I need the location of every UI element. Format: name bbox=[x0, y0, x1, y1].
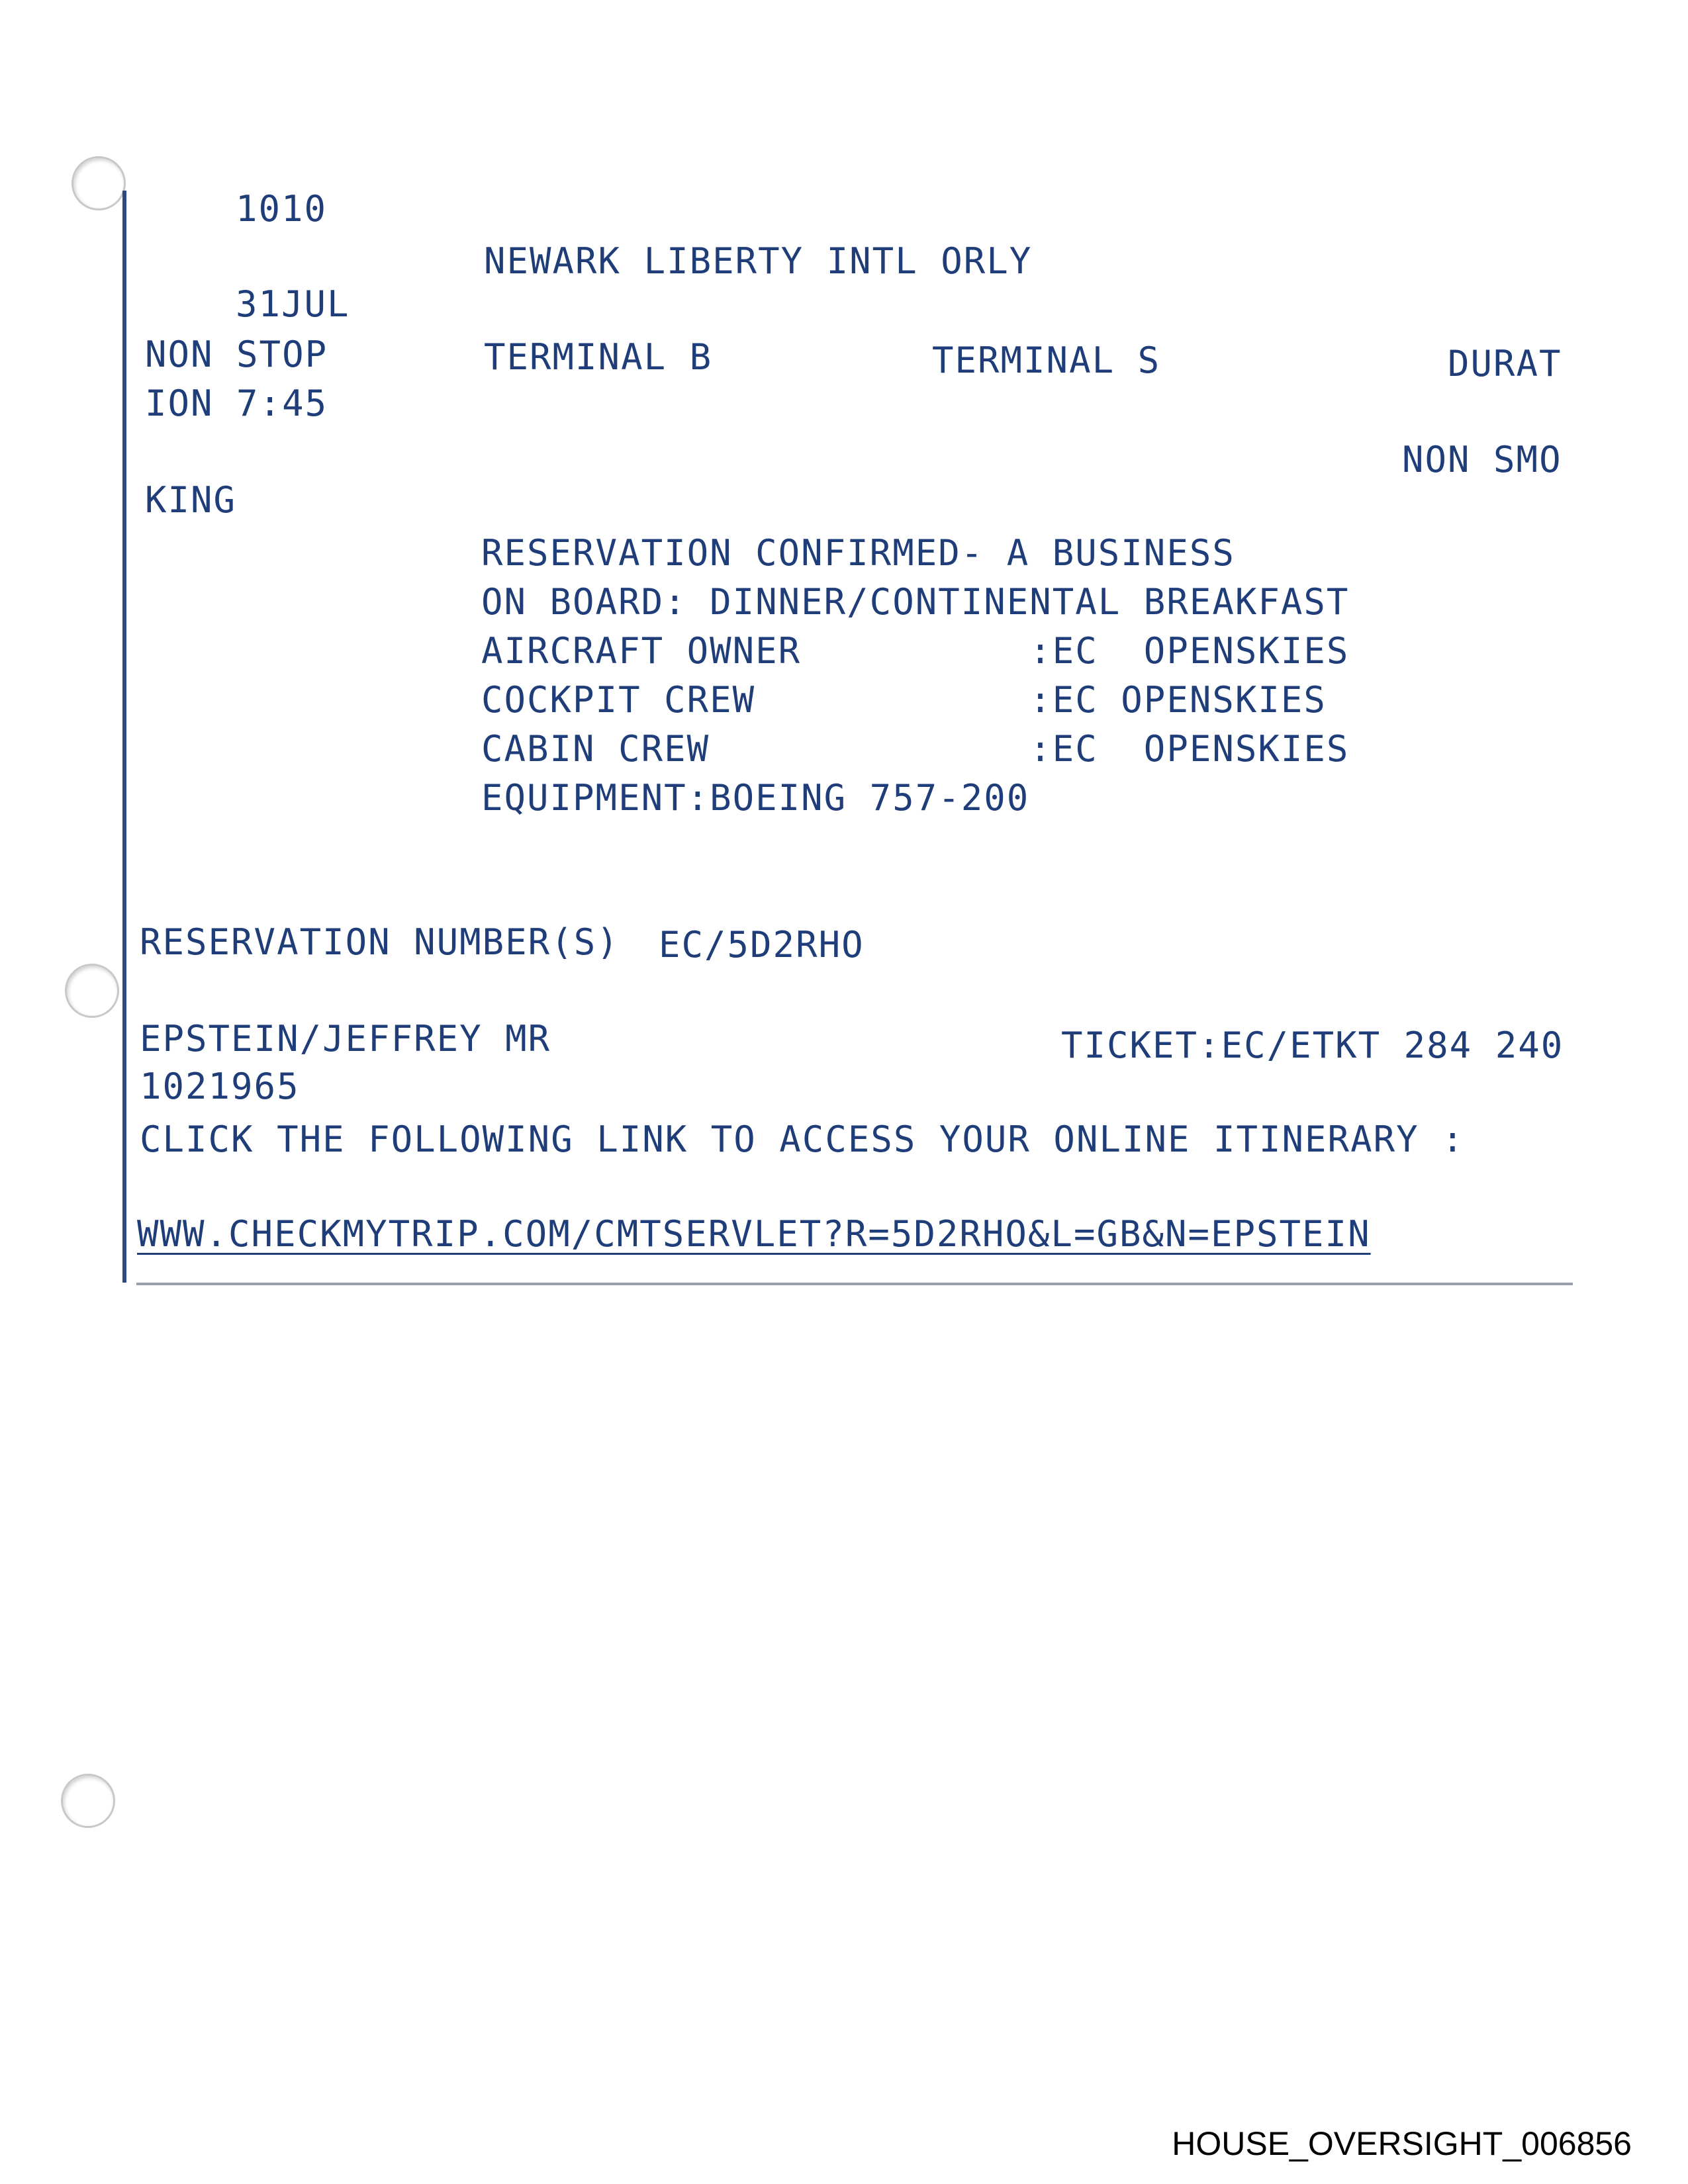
aircraft-owner: AIRCRAFT OWNER :EC OPENSKIES bbox=[481, 630, 1350, 672]
flight-date: 31JUL bbox=[236, 283, 350, 325]
flight-stops: NON STOP bbox=[145, 334, 328, 375]
punch-hole-top bbox=[71, 156, 126, 210]
bottom-rule bbox=[136, 1283, 1573, 1285]
flight-route: NEWARK LIBERTY INTL ORLY bbox=[484, 240, 1033, 282]
flight-number: 1010 bbox=[236, 188, 328, 230]
itinerary-instruction: CLICK THE FOLLOWING LINK TO ACCESS YOUR ONLINE ITINERARY : bbox=[140, 1118, 1465, 1160]
departure-terminal: TERMINAL B bbox=[484, 336, 713, 378]
ticket-number: TICKET:EC/ETKT 284 240 bbox=[1061, 1024, 1564, 1066]
punch-hole-middle bbox=[65, 964, 119, 1018]
smoking-end: KING bbox=[145, 479, 237, 521]
on-board-service: ON BOARD: DINNER/CONTINENTAL BREAKFAST bbox=[481, 581, 1350, 623]
cockpit-crew: COCKPIT CREW :EC OPENSKIES bbox=[481, 679, 1327, 721]
passenger-id: 1021965 bbox=[140, 1066, 300, 1107]
punch-hole-bottom bbox=[61, 1774, 115, 1828]
passenger-name: EPSTEIN/JEFFREY MR bbox=[140, 1018, 551, 1060]
bates-number: HOUSE_OVERSIGHT_006856 bbox=[1172, 2125, 1632, 2162]
reservation-number-label: RESERVATION NUMBER(S) bbox=[140, 921, 620, 963]
reservation-number: EC/5D2RHO bbox=[659, 924, 865, 966]
left-margin-rule bbox=[122, 191, 126, 1283]
arrival-terminal: TERMINAL S bbox=[932, 340, 1161, 381]
duration-label-end: ION 7:45 bbox=[145, 383, 328, 424]
equipment: EQUIPMENT:BOEING 757-200 bbox=[481, 777, 1030, 819]
cabin-crew: CABIN CREW :EC OPENSKIES bbox=[481, 728, 1350, 770]
duration-label-start: DURAT bbox=[1448, 343, 1562, 385]
reservation-status: RESERVATION CONFIRMED- A BUSINESS bbox=[481, 532, 1235, 574]
itinerary-link[interactable]: WWW.CHECKMYTRIP.COM/CMTSERVLET?R=5D2RHO&L=GB&N=EPSTEIN bbox=[137, 1213, 1371, 1255]
smoking-start: NON SMO bbox=[1402, 439, 1562, 480]
